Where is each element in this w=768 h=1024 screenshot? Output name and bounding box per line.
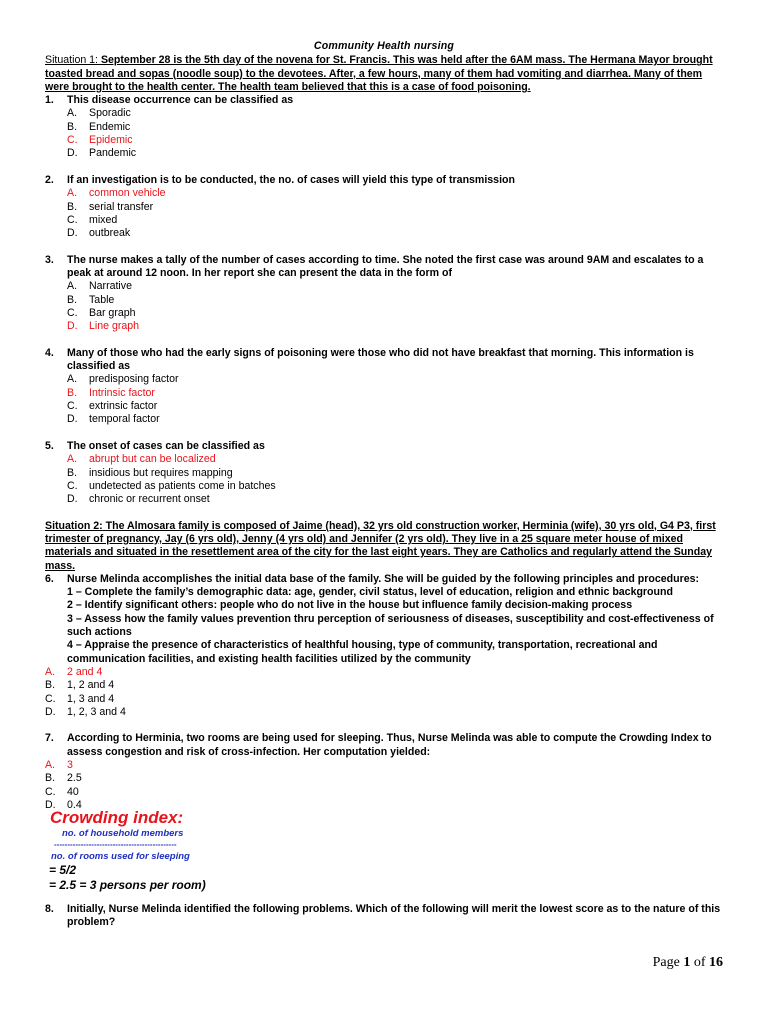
question-number: 2. xyxy=(45,173,54,186)
situation-2-lead: Situation 2: xyxy=(45,519,103,532)
option-2b: B. serial transfer xyxy=(67,200,154,213)
question-3 xyxy=(45,254,723,281)
option-1a: A. Sporadic xyxy=(67,107,131,120)
question-7 xyxy=(45,732,723,759)
question-number: 5. xyxy=(45,439,54,452)
option-6a-correct: A. 2 and 4 xyxy=(45,665,103,678)
question-text: If an investigation is to be conducted, the no. of cases will yield this type of transmission xyxy=(67,173,515,186)
question-5 xyxy=(45,440,723,453)
question-text: The nurse makes a tally of the number of cases according to time. She noted the first case was around 9AM and escalates to a peak at around 12 noon. In her report she can present the data in the form of xyxy=(67,253,704,280)
formula-divider: ---------------------------------------------- xyxy=(54,839,177,849)
option-7c: C. 40 xyxy=(45,785,79,798)
page-number: Page 1 of 16 xyxy=(652,955,723,970)
option-5d: D. chronic or recurrent onset xyxy=(67,493,210,506)
option-3b: B. Table xyxy=(67,293,115,306)
situation-2 xyxy=(45,520,723,573)
situation-1-lead: Situation 1: xyxy=(45,54,99,67)
option-6b: B. 1, 2 and 4 xyxy=(45,679,115,692)
question-text: The onset of cases can be classified as xyxy=(67,439,265,452)
question-6-options xyxy=(45,666,723,719)
situation-1-text: September 28 is the 5th day of the novena for St. Francis. This was held after the 6AM mass. The Hermana Mayor brought toasted bread and sopas (noodle soup) to the devotees. After, a few hours, many of them had vomiting and diarrhea. Many of them were brought to the health center. The health team believed that this is a case of food poisoning. xyxy=(45,54,713,93)
option-1d: D. Pandemic xyxy=(67,147,137,160)
option-7d: D. 0.4 xyxy=(45,798,82,811)
option-4d: D. temporal factor xyxy=(67,413,160,426)
option-1b: B. Endemic xyxy=(67,120,131,133)
question-number: 7. xyxy=(45,732,54,745)
option-5c: C. undetected as patients come in batches xyxy=(67,479,276,492)
option-3d-correct: D. Line graph xyxy=(67,320,140,333)
formula-numerator: no. of household members xyxy=(62,827,184,839)
question-text: Nurse Melinda accomplishes the initial data base of the family. She will be guided by the following principles and procedures: xyxy=(67,572,700,585)
option-5a-correct: A. abrupt but can be localized xyxy=(67,453,216,466)
question-4-options xyxy=(67,373,723,426)
crowding-index-title: Crowding index: xyxy=(50,807,184,827)
document-title: Community Health nursing xyxy=(313,40,455,52)
formula-step-1: = 5/2 xyxy=(49,862,77,877)
question-2 xyxy=(45,174,723,187)
question-number: 3. xyxy=(45,253,54,266)
question-7-options xyxy=(45,759,723,811)
principle-2: 2 – Identify significant others: people who do not live in the house but influence family decision-making process xyxy=(67,599,633,612)
question-2-options xyxy=(67,187,723,240)
principle-3: 3 – Assess how the family values prevention thru perception of seriousness of diseases, susceptibility and cost-effectiveness of such actions xyxy=(67,612,714,639)
question-4 xyxy=(45,347,723,374)
option-7a-correct: A. 3 xyxy=(45,759,73,772)
document-page xyxy=(45,40,723,930)
question-text: According to Herminia, two rooms are being used for sleeping. Thus, Nurse Melinda was able to compute the Crowding Index to assess congestion and risk of cross-infection. Her computation yielded: xyxy=(67,732,712,758)
question-3-options xyxy=(67,280,723,333)
question-text: Initially, Nurse Melinda identified the following problems. Which of the following will merit the lowest score as to the nature of this problem? xyxy=(67,902,721,929)
formula-denominator: no. of rooms used for sleeping xyxy=(51,850,190,862)
question-number: 4. xyxy=(45,346,54,359)
question-5-options xyxy=(67,453,723,506)
option-2c: C. mixed xyxy=(67,213,118,226)
option-2a-correct: A. common vehicle xyxy=(67,187,166,200)
question-8 xyxy=(45,903,723,930)
option-6c: C. 1, 3 and 4 xyxy=(45,692,115,705)
option-4b-correct: B. Intrinsic factor xyxy=(67,386,155,399)
option-4a: A. predisposing factor xyxy=(67,373,179,386)
option-6d: D. 1, 2, 3 and 4 xyxy=(45,705,126,718)
question-number: 1. xyxy=(45,94,54,107)
question-6 xyxy=(45,573,723,586)
formula-step-2: = 2.5 = 3 persons per room) xyxy=(49,877,206,892)
question-1 xyxy=(45,94,723,107)
question-1-options xyxy=(67,107,723,160)
option-2d: D. outbreak xyxy=(67,227,131,240)
question-text: This disease occurrence can be classified as xyxy=(67,94,294,107)
option-5b: B. insidious but requires mapping xyxy=(67,466,233,479)
principle-1: 1 – Complete the family’s demographic data: age, gender, civil status, level of education, religion and ethnic background xyxy=(67,586,673,599)
situation-2-text: The Almosara family is composed of Jaime (head), 32 yrs old construction worker, Herminia (wife), 30 yrs old, G4 P3, first trimester of pregnancy, Jay (6 yrs old), Jenny (4 yrs old) and Jennifer (2 yrs old). They live in a 25 square meter house of mixed materials and situated in the resettlement area of the city for the last eight years. They are Catholics and regularly attend the Sunday mass. xyxy=(45,519,716,572)
question-number: 8. xyxy=(45,902,54,915)
option-3c: C. Bar graph xyxy=(67,306,136,319)
option-1c-correct: C. Epidemic xyxy=(67,134,133,147)
principle-4: 4 – Appraise the presence of characteristics of healthful housing, type of community, transportation, recreational and communication facilities, and existing health facilities utilized by the community xyxy=(67,639,658,665)
question-text: Many of those who had the early signs of poisoning were those who did not have breakfast that morning. This information is classified as xyxy=(67,346,694,373)
option-7b: B. 2.5 xyxy=(45,772,82,785)
crowding-index-formula xyxy=(45,808,723,893)
question-number: 6. xyxy=(45,572,54,585)
situation-1 xyxy=(45,54,723,94)
option-4c: C. extrinsic factor xyxy=(67,400,158,413)
option-3a: A. Narrative xyxy=(67,280,132,293)
